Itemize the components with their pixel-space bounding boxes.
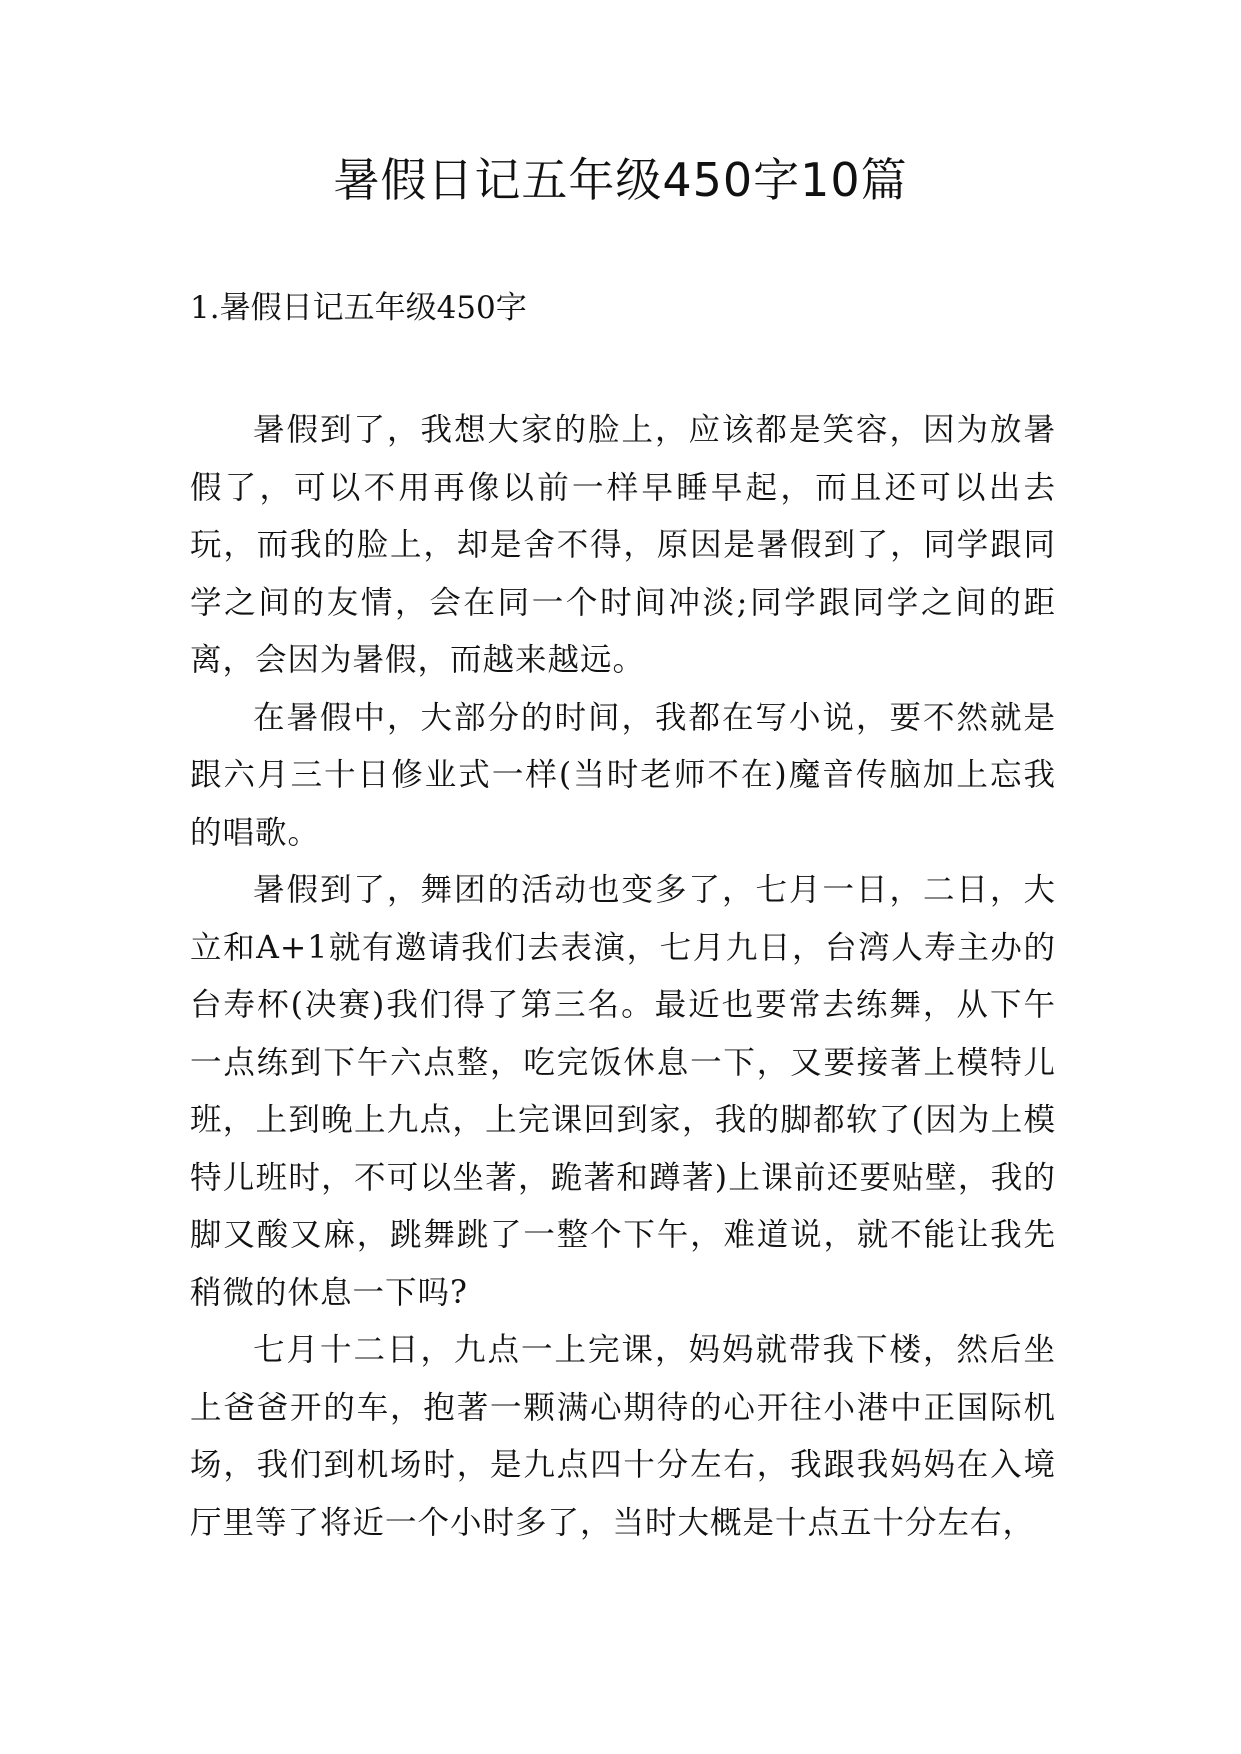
paragraph: 七月十二日，九点一上完课，妈妈就带我下楼，然后坐上爸爸开的车，抱著一颗满心期待的心开往小港中正国际机场，我们到机场时，是九点四十分左右，我跟我妈妈在入境厅里等了将近一个小时多了，当时大概是十点五十分左右， [190,1332,1056,1541]
document-title: 暑假日记五年级450字10篇 [333,153,908,207]
paragraph: 暑假到了，舞团的活动也变多了，七月一日，二日，大立和A+1就有邀请我们去表演，七月九日，台湾人寿主办的台寿杯(决赛)我们得了第三名。最近也要常去练舞，从下午一点练到下午六点整，吃完饭休息一下，又要接著上模特儿班，上到晚上九点，上完课回到家，我的脚都软了(因为上模特儿班时，不可以坐著，跪著和蹲著)上课前还要贴壁，我的脚又酸又麻，跳舞跳了一整个下午，难道说，就不能让我先稍微的休息一下吗? [190,872,1056,1311]
section-heading: 1.暑假日记五年级450字 [190,290,527,326]
body-text [190,402,1056,1552]
paragraph: 暑假到了，我想大家的脸上，应该都是笑容，因为放暑假了，可以不用再像以前一样早睡早起，而且还可以出去玩，而我的脸上，却是舍不得，原因是暑假到了，同学跟同学之间的友情，会在同一个时间冲淡;同学跟同学之间的距离，会因为暑假，而越来越远。 [190,412,1056,678]
paragraph: 在暑假中，大部分的时间，我都在写小说，要不然就是跟六月三十日修业式一样(当时老师不在)魔音传脑加上忘我的唱歌。 [190,699,1056,851]
